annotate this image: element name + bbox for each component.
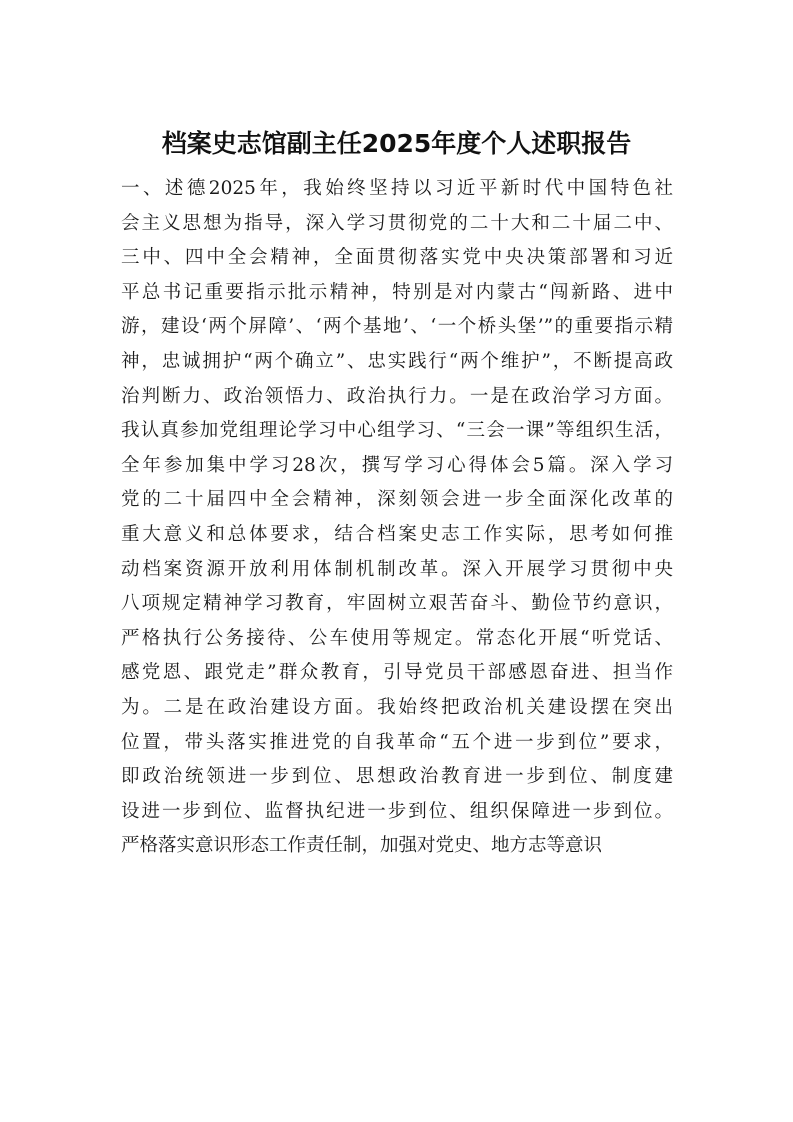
body-line: 设进一步到位、监督执纪进一步到位、组织保障进一步到位。 xyxy=(121,800,673,822)
body-line: 神，忠诚拥护“两个确立”、忠实践行“两个维护”，不断提高政 xyxy=(121,350,673,372)
body-line: 严格执行公务接待、公车使用等规定。常态化开展“听党话、 xyxy=(121,627,673,649)
document-title: 档案史志馆副主任2025年度个人述职报告 xyxy=(161,129,632,158)
body-line: 平总书记重要指示批示精神，特别是对内蒙古“闯新路、进中 xyxy=(121,281,673,303)
document-body xyxy=(121,172,673,864)
body-line: 即政治统领进一步到位、思想政治教育进一步到位、制度建 xyxy=(121,766,673,788)
body-line: 一、述德2025年，我始终坚持以习近平新时代中国特色社 xyxy=(121,178,673,199)
body-line: 会主义思想为指导，深入学习贯彻党的二十大和二十届二中、 xyxy=(121,212,673,234)
body-line: 游，建设‘两个屏障’、‘两个基地’、‘一个桥头堡’”的重要指示精 xyxy=(121,316,673,338)
body-line: 我认真参加党组理论学习中心组学习、“三会一课”等组织生活， xyxy=(121,420,673,442)
body-line: 党的二十届四中全会精神，深刻领会进一步全面深化改革的 xyxy=(121,489,673,511)
body-line: 三中、四中全会精神，全面贯彻落实党中央决策部署和习近 xyxy=(121,247,673,269)
body-line: 位置，带头落实推进党的自我革命“五个进一步到位”要求， xyxy=(121,731,673,753)
body-line: 八项规定精神学习教育，牢固树立艰苦奋斗、勤俭节约意识， xyxy=(121,593,673,615)
body-line: 严格落实意识形态工作责任制，加强对党史、地方志等意识 xyxy=(121,835,603,857)
body-line: 治判断力、政治领悟力、政治执行力。一是在政治学习方面。 xyxy=(121,385,673,407)
body-line: 感党恩、跟党走”群众教育，引导党员干部感恩奋进、担当作 xyxy=(121,662,673,684)
body-line: 动档案资源开放利用体制机制改革。深入开展学习贯彻中央 xyxy=(121,558,673,580)
body-line: 重大意义和总体要求，结合档案史志工作实际，思考如何推 xyxy=(121,523,673,545)
body-line: 为。二是在政治建设方面。我始终把政治机关建设摆在突出 xyxy=(121,696,673,718)
body-line: 全年参加集中学习28次，撰写学习心得体会5篇。深入学习 xyxy=(121,454,673,476)
